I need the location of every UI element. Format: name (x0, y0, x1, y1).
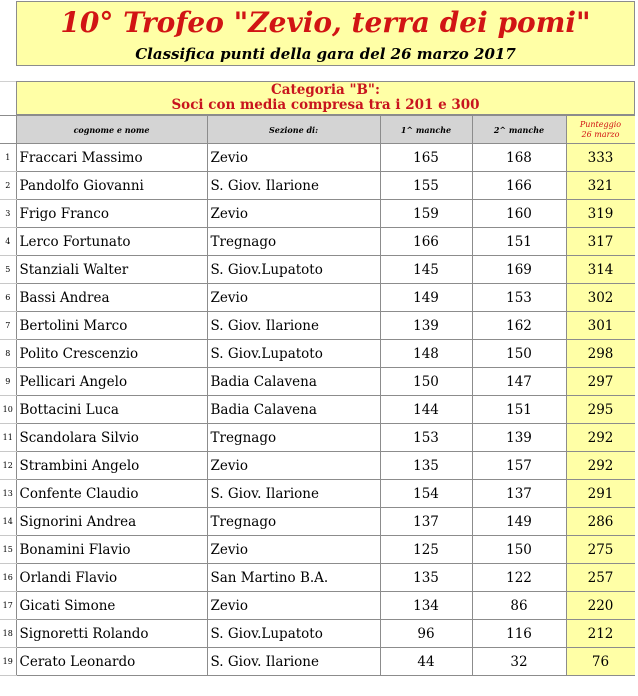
manche2-score[interactable]: 157 (472, 452, 566, 480)
points-header-label: Punteggio (579, 119, 622, 129)
table-row (0, 144, 635, 172)
manche1-score[interactable]: 153 (380, 424, 472, 452)
table-row (0, 592, 635, 620)
section-name[interactable]: Zevio (207, 452, 380, 480)
column-header-section[interactable]: Sezione di: (207, 116, 380, 144)
athlete-name[interactable]: Fraccari Massimo (16, 144, 207, 172)
table-row (0, 480, 635, 508)
manche2-score[interactable]: 150 (472, 340, 566, 368)
table-row (0, 172, 635, 200)
total-points[interactable]: 321 (566, 172, 635, 200)
total-points[interactable]: 314 (566, 256, 635, 284)
table-row (0, 256, 635, 284)
athlete-name[interactable]: Frigo Franco (16, 200, 207, 228)
column-header-name[interactable]: cognome e nome (16, 116, 207, 144)
section-name[interactable]: Zevio (207, 144, 380, 172)
athlete-name[interactable]: Signoretti Rolando (16, 620, 207, 648)
manche2-score[interactable]: 169 (472, 256, 566, 284)
manche2-score[interactable]: 139 (472, 424, 566, 452)
athlete-name[interactable]: Pandolfo Giovanni (16, 172, 207, 200)
total-points[interactable]: 291 (566, 480, 635, 508)
manche1-score[interactable]: 135 (380, 564, 472, 592)
row-number[interactable]: 14 (0, 508, 16, 536)
table-row (0, 396, 635, 424)
page-subtitle: Classifica punti della gara del 26 marzo 2017 (135, 45, 516, 63)
manche1-score[interactable]: 159 (380, 200, 472, 228)
manche2-score[interactable]: 151 (472, 228, 566, 256)
row-number[interactable]: 11 (0, 424, 16, 452)
row-number[interactable]: 6 (0, 284, 16, 312)
manche2-score[interactable]: 153 (472, 284, 566, 312)
spacer-row (0, 66, 638, 82)
row-number[interactable]: 13 (0, 480, 16, 508)
athlete-name[interactable]: Bassi Andrea (16, 284, 207, 312)
athlete-name[interactable]: Signorini Andrea (16, 508, 207, 536)
table-row (0, 284, 635, 312)
row-number[interactable]: 3 (0, 200, 16, 228)
table-row (0, 648, 635, 676)
manche1-score[interactable]: 155 (380, 172, 472, 200)
manche1-score[interactable]: 144 (380, 396, 472, 424)
total-points[interactable]: 286 (566, 508, 635, 536)
manche2-score[interactable]: 149 (472, 508, 566, 536)
row-number[interactable]: 9 (0, 368, 16, 396)
section-name[interactable]: S. Giov.Lupatoto (207, 256, 380, 284)
manche1-score[interactable]: 145 (380, 256, 472, 284)
manche2-score[interactable]: 147 (472, 368, 566, 396)
total-points[interactable]: 257 (566, 564, 635, 592)
section-name[interactable]: S. Giov. Ilarione (207, 648, 380, 676)
manche2-score[interactable]: 162 (472, 312, 566, 340)
total-points[interactable]: 295 (566, 396, 635, 424)
manche1-score[interactable]: 135 (380, 452, 472, 480)
section-name[interactable]: Tregnago (207, 508, 380, 536)
column-header-manche2[interactable]: 2^ manche (472, 116, 566, 144)
table-row (0, 536, 635, 564)
table-row (0, 200, 635, 228)
table-row (0, 368, 635, 396)
table-row (0, 424, 635, 452)
manche1-score[interactable]: 125 (380, 536, 472, 564)
manche2-score[interactable]: 32 (472, 648, 566, 676)
total-points[interactable]: 212 (566, 620, 635, 648)
manche2-score[interactable]: 166 (472, 172, 566, 200)
total-points[interactable]: 319 (566, 200, 635, 228)
manche2-score[interactable]: 116 (472, 620, 566, 648)
manche1-score[interactable]: 134 (380, 592, 472, 620)
column-header-points[interactable] (566, 116, 635, 144)
manche2-score[interactable]: 122 (472, 564, 566, 592)
section-name[interactable]: Zevio (207, 592, 380, 620)
ranking-table (0, 115, 636, 676)
table-row (0, 228, 635, 256)
row-number[interactable]: 17 (0, 592, 16, 620)
table-row (0, 508, 635, 536)
section-name[interactable]: Tregnago (207, 424, 380, 452)
row-number[interactable]: 2 (0, 172, 16, 200)
total-points[interactable]: 302 (566, 284, 635, 312)
manche2-score[interactable]: 137 (472, 480, 566, 508)
manche1-score[interactable]: 154 (380, 480, 472, 508)
manche1-score[interactable]: 44 (380, 648, 472, 676)
athlete-name[interactable]: Stanziali Walter (16, 256, 207, 284)
athlete-name[interactable]: Lerco Fortunato (16, 228, 207, 256)
total-points[interactable]: 297 (566, 368, 635, 396)
table-row (0, 620, 635, 648)
row-number[interactable]: 12 (0, 452, 16, 480)
manche2-score[interactable]: 160 (472, 200, 566, 228)
section-name[interactable]: S. Giov.Lupatoto (207, 340, 380, 368)
athlete-name[interactable]: Cerato Leonardo (16, 648, 207, 676)
athlete-name[interactable]: Gicati Simone (16, 592, 207, 620)
athlete-name[interactable]: Strambini Angelo (16, 452, 207, 480)
athlete-name[interactable]: Bertolini Marco (16, 312, 207, 340)
table-row (0, 452, 635, 480)
column-header-manche1[interactable]: 1^ manche (380, 116, 472, 144)
total-points[interactable]: 76 (566, 648, 635, 676)
manche1-score[interactable]: 137 (380, 508, 472, 536)
manche1-score[interactable]: 166 (380, 228, 472, 256)
row-number[interactable]: 10 (0, 396, 16, 424)
total-points[interactable]: 333 (566, 144, 635, 172)
manche1-score[interactable]: 96 (380, 620, 472, 648)
athlete-name[interactable]: Bottacini Luca (16, 396, 207, 424)
manche2-score[interactable]: 150 (472, 536, 566, 564)
category-banner (16, 81, 635, 115)
manche2-score[interactable]: 168 (472, 144, 566, 172)
table-row (0, 564, 635, 592)
manche1-score[interactable]: 165 (380, 144, 472, 172)
row-number[interactable]: 1 (0, 144, 16, 172)
manche2-score[interactable]: 86 (472, 592, 566, 620)
page-title: 10° Trofeo "Zevio, terra dei pomi" (60, 6, 591, 39)
total-points[interactable]: 292 (566, 452, 635, 480)
total-points[interactable]: 220 (566, 592, 635, 620)
section-name[interactable]: Zevio (207, 284, 380, 312)
table-header-row (0, 116, 635, 144)
athlete-name[interactable]: Confente Claudio (16, 480, 207, 508)
category-title: Categoria "B": (271, 82, 380, 98)
points-header-date: 26 marzo (581, 129, 620, 139)
row-number[interactable]: 15 (0, 536, 16, 564)
section-name[interactable]: Badia Calavena (207, 368, 380, 396)
manche1-score[interactable]: 150 (380, 368, 472, 396)
athlete-name[interactable]: Orlandi Flavio (16, 564, 207, 592)
section-name[interactable]: S. Giov. Ilarione (207, 312, 380, 340)
total-points[interactable]: 301 (566, 312, 635, 340)
trophy-header (16, 1, 635, 66)
table-row (0, 340, 635, 368)
category-description: Soci con media compresa tra i 201 e 300 (171, 97, 480, 113)
row-number[interactable]: 8 (0, 340, 16, 368)
row-number[interactable]: 19 (0, 648, 16, 676)
section-name[interactable]: Badia Calavena (207, 396, 380, 424)
section-name[interactable]: Zevio (207, 200, 380, 228)
total-points[interactable]: 275 (566, 536, 635, 564)
manche1-score[interactable]: 139 (380, 312, 472, 340)
manche1-score[interactable]: 148 (380, 340, 472, 368)
row-number[interactable]: 18 (0, 620, 16, 648)
manche1-score[interactable]: 149 (380, 284, 472, 312)
athlete-name[interactable]: Pellicari Angelo (16, 368, 207, 396)
section-name[interactable]: S. Giov. Ilarione (207, 172, 380, 200)
row-number[interactable]: 4 (0, 228, 16, 256)
total-points[interactable]: 298 (566, 340, 635, 368)
row-number-header (0, 116, 16, 144)
row-number[interactable]: 5 (0, 256, 16, 284)
manche2-score[interactable]: 151 (472, 396, 566, 424)
table-row (0, 312, 635, 340)
section-name[interactable]: Zevio (207, 536, 380, 564)
athlete-name[interactable]: Scandolara Silvio (16, 424, 207, 452)
total-points[interactable]: 317 (566, 228, 635, 256)
athlete-name[interactable]: Bonamini Flavio (16, 536, 207, 564)
section-name[interactable]: Tregnago (207, 228, 380, 256)
section-name[interactable]: San Martino B.A. (207, 564, 380, 592)
total-points[interactable]: 292 (566, 424, 635, 452)
row-number[interactable]: 16 (0, 564, 16, 592)
athlete-name[interactable]: Polito Crescenzio (16, 340, 207, 368)
section-name[interactable]: S. Giov. Ilarione (207, 480, 380, 508)
section-name[interactable]: S. Giov.Lupatoto (207, 620, 380, 648)
row-number[interactable]: 7 (0, 312, 16, 340)
